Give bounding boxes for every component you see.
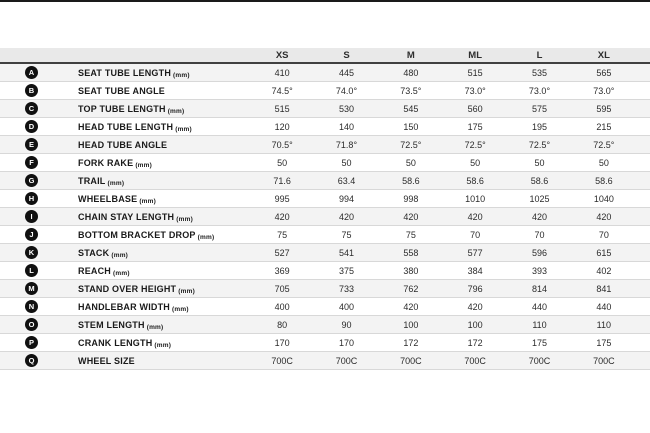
- size-header-row: [0, 48, 650, 64]
- value-cell: 73.0°: [464, 85, 486, 96]
- value-cell: 1010: [465, 193, 486, 204]
- value-cell: 995: [274, 193, 290, 204]
- value-cell: 420: [403, 211, 419, 222]
- table-row: [0, 190, 650, 208]
- table-row: [0, 100, 650, 118]
- value-cell: 615: [596, 247, 612, 258]
- row-letter-badge: P: [25, 336, 38, 349]
- table-row: [0, 172, 650, 190]
- value-cell: 70: [470, 229, 481, 240]
- row-letter-badge: D: [25, 120, 38, 133]
- value-cell: 700C: [464, 355, 486, 366]
- value-cell: 71.8°: [335, 139, 358, 150]
- row-label: WHEELBASE (mm): [78, 193, 157, 205]
- value-cell: 50: [470, 157, 481, 168]
- value-cell: 420: [467, 301, 483, 312]
- value-cell: 58.6: [402, 175, 420, 186]
- value-cell: 700C: [271, 355, 293, 366]
- value-cell: 998: [403, 193, 419, 204]
- value-cell: 74.5°: [271, 85, 293, 96]
- value-cell: 565: [596, 67, 612, 78]
- value-cell: 700C: [593, 355, 615, 366]
- value-cell: 515: [467, 67, 483, 78]
- table-row: [0, 118, 650, 136]
- row-label-cell: [0, 354, 250, 367]
- row-unit: (mm): [111, 251, 129, 259]
- value-cell: 420: [596, 211, 612, 222]
- value-cell: 733: [338, 283, 354, 294]
- row-label-cell: [0, 282, 250, 295]
- row-label-cell: [0, 210, 250, 223]
- value-cell: 535: [531, 67, 547, 78]
- value-cell: 410: [274, 67, 290, 78]
- row-letter-badge: I: [25, 210, 38, 223]
- value-cell: 1040: [593, 193, 614, 204]
- value-cell: 70: [534, 229, 545, 240]
- row-letter-badge: O: [25, 318, 38, 331]
- row-label: REACH (mm): [78, 265, 130, 277]
- value-cell: 796: [467, 283, 483, 294]
- row-letter-badge: L: [25, 264, 38, 277]
- value-cell: 445: [338, 67, 354, 78]
- table-row: [0, 262, 650, 280]
- row-label-cell: [0, 174, 250, 187]
- value-cell: 595: [596, 103, 612, 114]
- row-unit: (mm): [113, 269, 130, 277]
- table-row: [0, 298, 650, 316]
- value-cell: 175: [531, 337, 547, 348]
- value-cell: 400: [338, 301, 354, 312]
- table-row: [0, 334, 650, 352]
- size-column-header: L: [536, 49, 543, 61]
- row-label-cell: [0, 228, 250, 241]
- value-cell: 380: [403, 265, 419, 276]
- value-cell: 170: [274, 337, 290, 348]
- table-row: [0, 352, 650, 370]
- value-cell: 440: [531, 301, 547, 312]
- table-body: [0, 64, 650, 370]
- table-row: [0, 64, 650, 82]
- value-cell: 75: [341, 229, 352, 240]
- value-cell: 420: [467, 211, 483, 222]
- value-cell: 72.5°: [400, 139, 422, 150]
- value-cell: 560: [467, 103, 483, 114]
- value-cell: 73.0°: [593, 85, 615, 96]
- table-row: [0, 280, 650, 298]
- value-cell: 393: [531, 265, 547, 276]
- row-unit: (mm): [146, 323, 164, 331]
- table-row: [0, 154, 650, 172]
- value-cell: 402: [596, 265, 612, 276]
- value-cell: 175: [467, 121, 483, 132]
- row-unit: (mm): [154, 341, 172, 349]
- row-unit: (mm): [107, 179, 125, 187]
- value-cell: 841: [596, 283, 612, 294]
- row-label-cell: [0, 138, 250, 151]
- row-letter-badge: A: [25, 66, 38, 79]
- value-cell: 420: [274, 211, 290, 222]
- value-cell: 400: [274, 301, 290, 312]
- row-letter-badge: Q: [25, 354, 38, 367]
- value-cell: 100: [403, 319, 419, 330]
- value-cell: 50: [277, 157, 288, 168]
- value-cell: 58.6: [466, 175, 484, 186]
- geometry-table: [0, 48, 650, 370]
- row-letter-badge: B: [25, 84, 38, 97]
- row-letter-badge: F: [25, 156, 38, 169]
- row-label: TOP TUBE LENGTH (mm): [78, 103, 185, 115]
- value-cell: 50: [341, 157, 352, 168]
- value-cell: 50: [534, 157, 545, 168]
- value-cell: 110: [532, 319, 547, 330]
- value-cell: 420: [338, 211, 354, 222]
- value-cell: 575: [531, 103, 547, 114]
- value-cell: 80: [277, 319, 288, 330]
- row-label-cell: [0, 264, 250, 277]
- table-row: [0, 244, 650, 262]
- value-cell: 762: [403, 283, 419, 294]
- value-cell: 73.0°: [528, 85, 551, 96]
- value-cell: 195: [531, 121, 547, 132]
- table-row: [0, 226, 650, 244]
- row-letter-badge: K: [25, 246, 38, 259]
- row-letter-badge: E: [25, 138, 38, 151]
- value-cell: 994: [338, 193, 354, 204]
- row-label: HANDLEBAR WIDTH (mm): [78, 301, 189, 313]
- row-label: HEAD TUBE ANGLE: [78, 139, 168, 150]
- row-unit: (mm): [135, 161, 153, 169]
- size-column-header: XL: [597, 49, 610, 61]
- row-label-cell: [0, 66, 250, 79]
- row-label: FORK RAKE (mm): [78, 157, 153, 169]
- row-label-cell: [0, 102, 250, 115]
- row-label: STAND OVER HEIGHT (mm): [78, 283, 195, 295]
- row-label: WHEEL SIZE: [78, 355, 135, 366]
- value-cell: 705: [274, 283, 290, 294]
- row-label: STACK (mm): [78, 247, 129, 259]
- value-cell: 70: [598, 229, 609, 240]
- value-cell: 63.4: [337, 175, 356, 186]
- row-label: SEAT TUBE LENGTH (mm): [78, 67, 190, 79]
- value-cell: 527: [274, 247, 290, 258]
- size-column-header: XS: [275, 49, 289, 61]
- value-cell: 120: [274, 121, 290, 132]
- size-column-header: S: [343, 49, 350, 61]
- value-cell: 375: [338, 265, 354, 276]
- size-column-header: M: [406, 49, 415, 61]
- row-unit: (mm): [167, 107, 185, 115]
- value-cell: 530: [338, 103, 354, 114]
- value-cell: 75: [405, 229, 416, 240]
- row-label: STEM LENGTH (mm): [78, 319, 164, 331]
- row-unit: (mm): [176, 215, 193, 223]
- size-column-header: ML: [468, 49, 483, 61]
- row-letter-badge: J: [25, 228, 38, 241]
- value-cell: 70.5°: [271, 139, 293, 150]
- table-row: [0, 316, 650, 334]
- row-unit: (mm): [172, 305, 189, 313]
- row-label: CRANK LENGTH (mm): [78, 337, 172, 349]
- value-cell: 700C: [400, 355, 422, 366]
- value-cell: 140: [338, 121, 354, 132]
- value-cell: 384: [467, 265, 483, 276]
- value-cell: 58.6: [530, 175, 549, 186]
- row-letter-badge: N: [25, 300, 38, 313]
- value-cell: 814: [531, 283, 547, 294]
- value-cell: 420: [403, 301, 419, 312]
- value-cell: 170: [338, 337, 354, 348]
- value-cell: 50: [405, 157, 416, 168]
- value-cell: 596: [531, 247, 547, 258]
- row-label-cell: [0, 156, 250, 169]
- value-cell: 172: [403, 337, 419, 348]
- value-cell: 73.5°: [400, 85, 422, 96]
- value-cell: 545: [403, 103, 419, 114]
- row-label: TRAIL (mm): [78, 175, 125, 187]
- value-cell: 515: [274, 103, 290, 114]
- row-unit: (mm): [175, 125, 192, 133]
- row-letter-badge: C: [25, 102, 38, 115]
- row-letter-badge: G: [25, 174, 38, 187]
- row-unit: (mm): [173, 71, 190, 79]
- row-unit: (mm): [197, 233, 215, 241]
- value-cell: 72.5°: [593, 139, 615, 150]
- row-label-cell: [0, 336, 250, 349]
- row-label: BOTTOM BRACKET DROP (mm): [78, 229, 215, 241]
- value-cell: 558: [403, 247, 419, 258]
- value-cell: 700C: [528, 355, 551, 366]
- row-label-cell: [0, 192, 250, 205]
- value-cell: 577: [467, 247, 483, 258]
- value-cell: 100: [467, 319, 483, 330]
- value-cell: 58.6: [595, 175, 613, 186]
- row-letter-badge: H: [25, 192, 38, 205]
- value-cell: 72.5°: [464, 139, 486, 150]
- table-row: [0, 136, 650, 154]
- table-row: [0, 82, 650, 100]
- row-unit: (mm): [178, 287, 195, 295]
- row-letter-badge: M: [25, 282, 38, 295]
- value-cell: 440: [596, 301, 612, 312]
- row-label-cell: [0, 120, 250, 133]
- value-cell: 420: [531, 211, 547, 222]
- row-label-cell: [0, 84, 250, 97]
- value-cell: 74.0°: [335, 85, 358, 96]
- value-cell: 71.6: [273, 175, 291, 186]
- row-label: CHAIN STAY LENGTH (mm): [78, 211, 193, 223]
- row-label-cell: [0, 300, 250, 313]
- value-cell: 700C: [335, 355, 358, 366]
- value-cell: 150: [403, 121, 419, 132]
- value-cell: 90: [341, 319, 352, 330]
- value-cell: 72.5°: [528, 139, 551, 150]
- row-label: HEAD TUBE LENGTH (mm): [78, 121, 192, 133]
- value-cell: 50: [598, 157, 609, 168]
- value-cell: 369: [274, 265, 290, 276]
- value-cell: 110: [596, 319, 611, 330]
- row-label: SEAT TUBE ANGLE: [78, 85, 166, 96]
- row-label-cell: [0, 318, 250, 331]
- row-label-cell: [0, 246, 250, 259]
- row-unit: (mm): [139, 197, 157, 205]
- value-cell: 75: [277, 229, 288, 240]
- value-cell: 172: [467, 337, 483, 348]
- value-cell: 175: [596, 337, 612, 348]
- top-divider: [0, 0, 650, 2]
- value-cell: 480: [403, 67, 419, 78]
- value-cell: 1025: [529, 193, 550, 204]
- table-row: [0, 208, 650, 226]
- value-cell: 215: [596, 121, 612, 132]
- value-cell: 541: [338, 247, 354, 258]
